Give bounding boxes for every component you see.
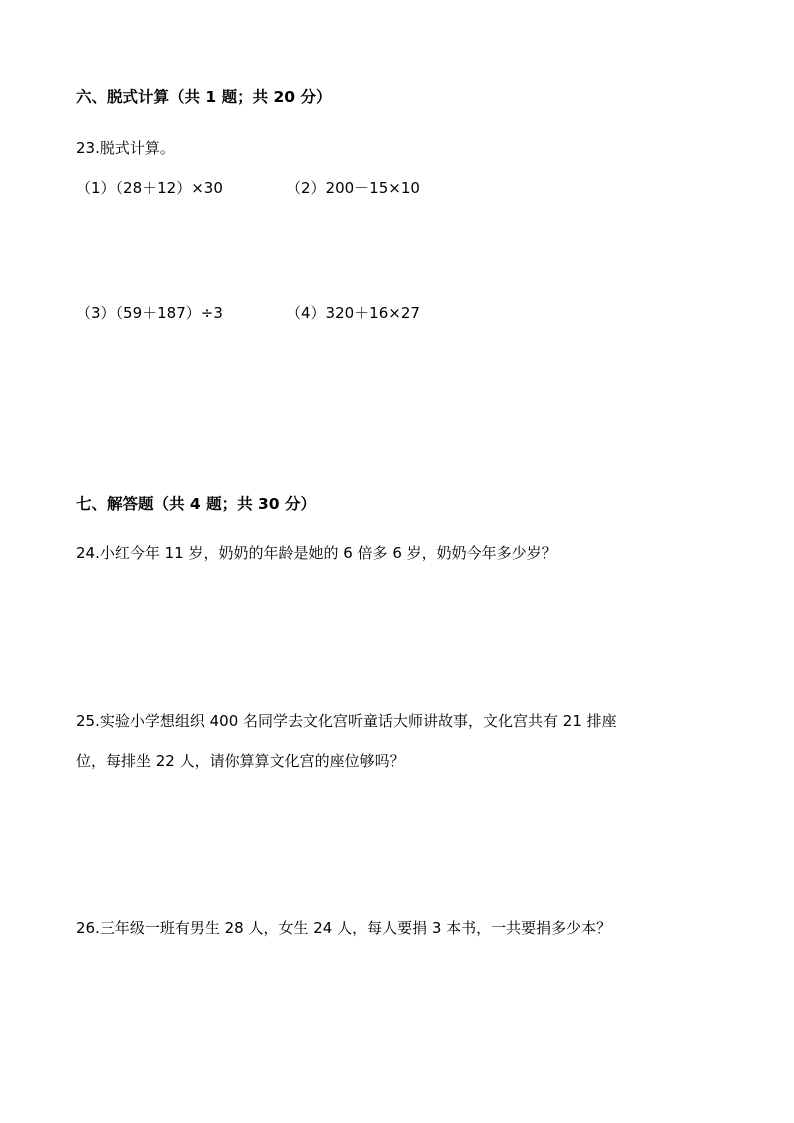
question-25-line-2: 位，每排坐 22 人，请你算算文化宫的座位够吗？ xyxy=(76,752,405,770)
question-24: 24.小红今年 11 岁，奶奶的年龄是她的 6 倍多 6 岁，奶奶今年多少岁？ xyxy=(76,544,557,562)
question-26: 26.三年级一班有男生 28 人，女生 24 人，每人要捐 3 本书，一共要捐多少本？ xyxy=(76,919,612,937)
question-25-line-1: 25.实验小学想组织 400 名同学去文化宫听童话大师讲故事，文化宫共有 21 排座 xyxy=(76,712,617,730)
section-7-heading: 七、解答题（共 4 题；共 30 分） xyxy=(76,495,316,513)
question-23-item-3: （3）（59＋187）÷3 xyxy=(76,304,223,322)
question-23-item-2: （2）200－15×10 xyxy=(286,179,420,197)
section-6-heading: 六、脱式计算（共 1 题；共 20 分） xyxy=(76,88,332,106)
question-23-stem: 23.脱式计算。 xyxy=(76,139,175,157)
question-23-item-1: （1）（28＋12）×30 xyxy=(76,179,223,197)
question-23-item-4: （4）320＋16×27 xyxy=(286,304,420,322)
